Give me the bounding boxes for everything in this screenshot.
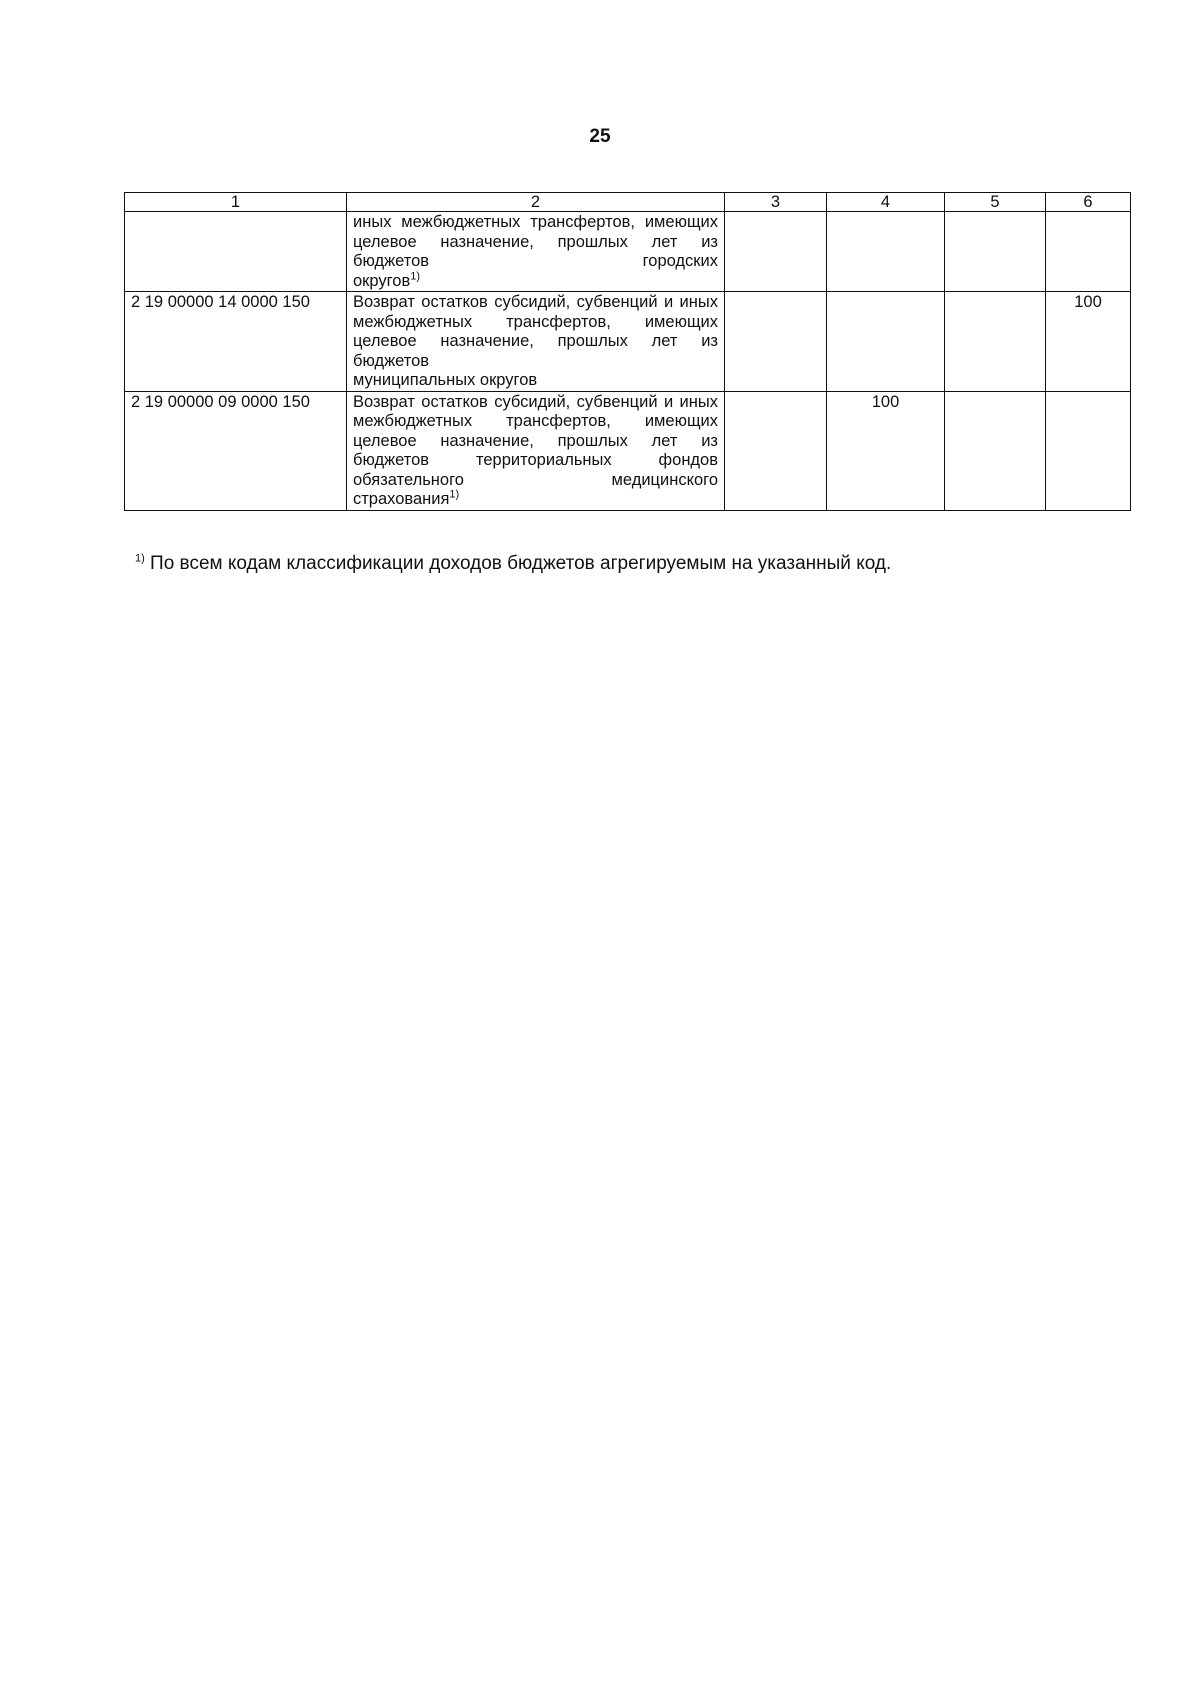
column-3-value (725, 292, 827, 392)
footnote (135, 553, 891, 575)
column-4-value (827, 212, 945, 292)
description-tail: страхования (353, 490, 450, 508)
table-row (125, 212, 1131, 292)
classification-code: 2 19 00000 14 0000 150 (125, 292, 347, 392)
description-text: Возврат остатков субсидий, субвенций и иных межбюджетных трансфертов, имеющих целевое назначение, прошлых лет из бюджетов (353, 293, 718, 370)
column-4-value: 100 (827, 391, 945, 510)
column-5-value (945, 391, 1046, 510)
description-text: иных межбюджетных трансфертов, имеющих целевое назначение, прошлых лет из бюджетов городских (353, 213, 718, 270)
footnote-reference: 1) (449, 488, 460, 501)
column-header-6: 6 (1046, 193, 1131, 212)
classification-code: 2 19 00000 09 0000 150 (125, 391, 347, 510)
description-last-line (353, 272, 718, 292)
column-6-value (1046, 212, 1131, 292)
footnote-marker: 1) (135, 552, 145, 565)
description-last-line (353, 371, 718, 391)
table-header-row (125, 193, 1131, 212)
column-3-value (725, 212, 827, 292)
description-cell (347, 212, 725, 292)
column-6-value (1046, 391, 1131, 510)
description-cell (347, 391, 725, 510)
description-text: Возврат остатков субсидий, субвенций и иных межбюджетных трансфертов, имеющих целевое назначение, прошлых лет из бюджетов территориальных фондов обязательного медицинского (353, 392, 718, 489)
column-6-value: 100 (1046, 292, 1131, 392)
table-row (125, 292, 1131, 392)
column-header-2: 2 (347, 193, 725, 212)
footnote-reference: 1) (410, 270, 421, 282)
page-number: 25 (589, 126, 611, 147)
column-3-value (725, 391, 827, 510)
revenue-code-table (124, 192, 1131, 511)
column-header-5: 5 (945, 193, 1046, 212)
classification-code (125, 212, 347, 292)
table-row (125, 391, 1131, 510)
column-header-4: 4 (827, 193, 945, 212)
column-5-value (945, 212, 1046, 292)
column-5-value (945, 292, 1046, 392)
footnote-text: По всем кодам классификации доходов бюджетов агрегируемым на указанный код. (144, 553, 892, 574)
description-last-line (353, 490, 718, 510)
description-cell (347, 292, 725, 392)
column-4-value (827, 292, 945, 392)
description-tail: округов (353, 271, 411, 290)
description-tail: муниципальных округов (353, 371, 538, 389)
column-header-3: 3 (725, 193, 827, 212)
column-header-1: 1 (125, 193, 347, 212)
